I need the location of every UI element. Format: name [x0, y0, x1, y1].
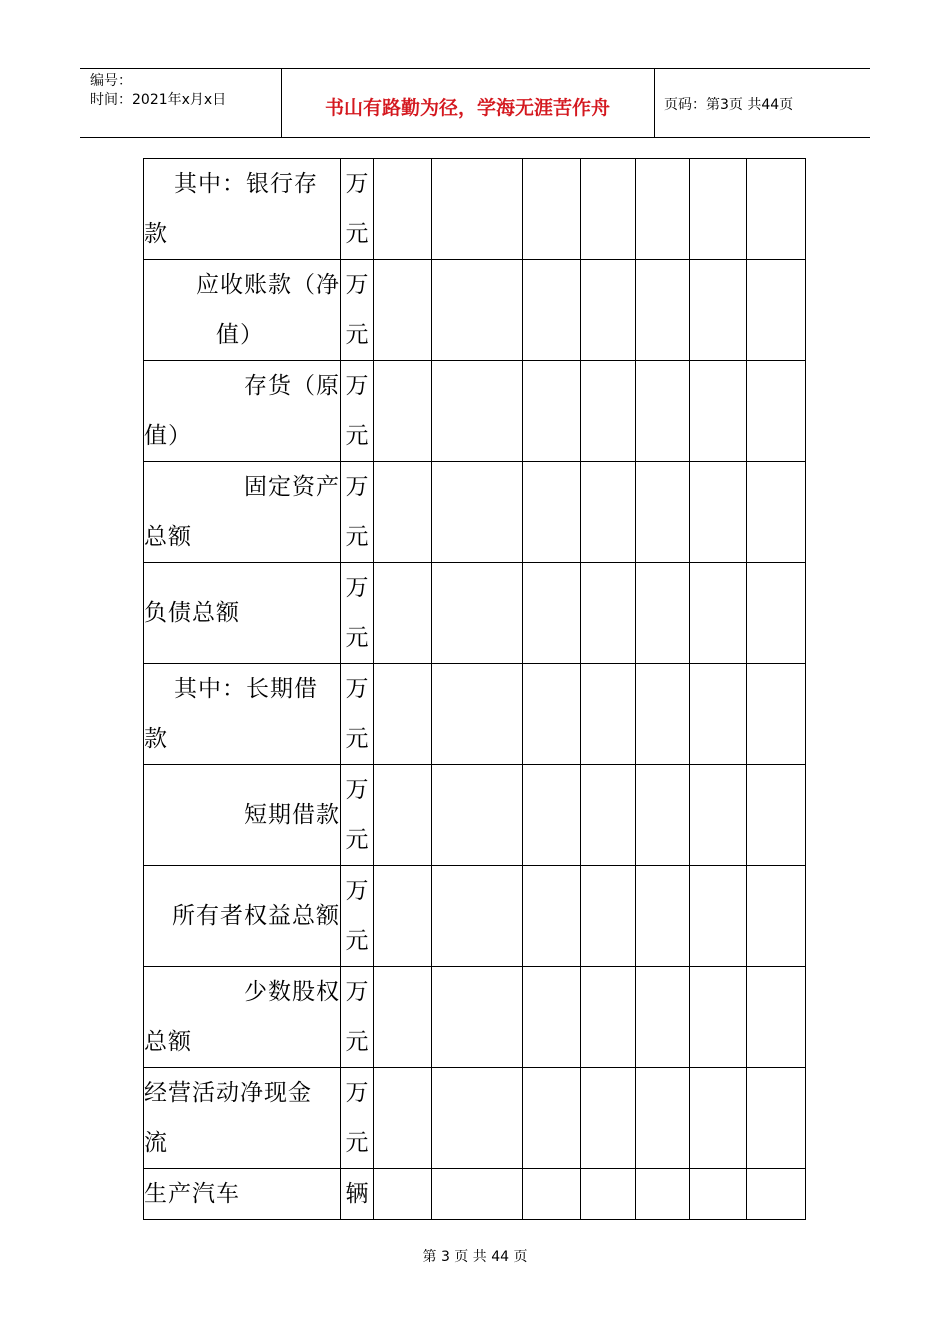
value-cell — [374, 361, 432, 462]
value-cell — [581, 1169, 636, 1220]
value-cell — [747, 462, 806, 563]
value-cell — [523, 563, 581, 664]
header-motto: 书山有路勤为径，学海无涯苦作舟 — [324, 97, 610, 119]
item-label-line1: 存货（原 — [244, 373, 340, 399]
value-cell — [747, 563, 806, 664]
value-cell — [747, 159, 806, 260]
value-cell — [636, 866, 690, 967]
document-date: 时间：2021年x月x日 — [90, 92, 227, 108]
value-cell — [636, 563, 690, 664]
value-cell — [432, 866, 523, 967]
value-cell — [690, 159, 747, 260]
unit-line2: 元 — [345, 423, 369, 449]
value-cell — [581, 967, 636, 1068]
table-row — [144, 260, 806, 361]
table-row — [144, 967, 806, 1068]
unit-cell — [341, 563, 374, 664]
value-cell — [374, 1068, 432, 1169]
item-cell — [144, 563, 341, 664]
value-cell — [432, 361, 523, 462]
value-cell — [636, 967, 690, 1068]
unit-line2: 元 — [345, 827, 369, 853]
value-cell — [636, 664, 690, 765]
value-cell — [636, 1068, 690, 1169]
item-label-line2: 款 — [144, 221, 168, 247]
value-cell — [747, 1068, 806, 1169]
table-row — [144, 664, 806, 765]
item-label: 所有者权益总额 — [172, 903, 340, 929]
value-cell — [432, 1169, 523, 1220]
value-cell — [747, 361, 806, 462]
item-label-line1: 固定资产 — [244, 474, 340, 500]
table-row — [144, 866, 806, 967]
value-cell — [747, 967, 806, 1068]
value-cell — [374, 563, 432, 664]
item-cell — [144, 260, 341, 361]
unit-line1: 万 — [345, 474, 369, 500]
item-cell — [144, 462, 341, 563]
item-label-line2: 值） — [144, 423, 192, 449]
value-cell — [581, 159, 636, 260]
table-row — [144, 1169, 806, 1220]
value-cell — [690, 1068, 747, 1169]
value-cell — [432, 260, 523, 361]
item-cell — [144, 1169, 341, 1220]
unit-cell — [341, 159, 374, 260]
header-divider — [654, 69, 655, 137]
value-cell — [374, 260, 432, 361]
unit-line1: 万 — [345, 878, 369, 904]
value-cell — [523, 967, 581, 1068]
value-cell — [374, 462, 432, 563]
table-row — [144, 462, 806, 563]
value-cell — [523, 866, 581, 967]
value-cell — [432, 159, 523, 260]
value-cell — [690, 866, 747, 967]
value-cell — [690, 563, 747, 664]
unit-line2: 元 — [345, 625, 369, 651]
value-cell — [636, 159, 690, 260]
value-cell — [581, 765, 636, 866]
item-cell — [144, 866, 341, 967]
item-cell — [144, 361, 341, 462]
item-cell — [144, 765, 341, 866]
page-footer: 第 3 页 共 44 页 — [422, 1249, 528, 1265]
unit-cell — [341, 1068, 374, 1169]
value-cell — [636, 1169, 690, 1220]
value-cell — [581, 664, 636, 765]
unit-line1: 万 — [345, 171, 369, 197]
value-cell — [523, 260, 581, 361]
value-cell — [523, 1169, 581, 1220]
unit-line2: 元 — [345, 221, 369, 247]
value-cell — [374, 765, 432, 866]
unit-line2: 元 — [345, 1029, 369, 1055]
header-page-number: 页码：第3页 共44页 — [664, 97, 794, 113]
item-label-line1: 其中：长期借 — [174, 676, 318, 702]
value-cell — [374, 664, 432, 765]
item-label: 生产汽车 — [144, 1181, 240, 1207]
value-cell — [636, 765, 690, 866]
value-cell — [523, 1068, 581, 1169]
unit-line2: 元 — [345, 726, 369, 752]
unit-line1: 万 — [345, 575, 369, 601]
value-cell — [690, 361, 747, 462]
table-row — [144, 563, 806, 664]
item-label: 短期借款 — [244, 802, 340, 828]
unit-line1: 万 — [345, 676, 369, 702]
unit-cell — [341, 462, 374, 563]
unit-line1: 万 — [345, 1080, 369, 1106]
value-cell — [581, 462, 636, 563]
value-cell — [523, 159, 581, 260]
unit-line2: 元 — [345, 322, 369, 348]
item-label-line1: 应收账款（净 — [196, 272, 340, 298]
value-cell — [374, 159, 432, 260]
unit-label: 辆 — [345, 1181, 369, 1207]
value-cell — [636, 361, 690, 462]
item-label: 负债总额 — [144, 600, 240, 626]
item-label-line1: 少数股权 — [244, 979, 340, 1005]
document-number: 编号： — [90, 73, 132, 89]
value-cell — [581, 1068, 636, 1169]
value-cell — [581, 866, 636, 967]
value-cell — [581, 361, 636, 462]
unit-cell — [341, 1169, 374, 1220]
value-cell — [432, 462, 523, 563]
table-row — [144, 361, 806, 462]
value-cell — [690, 967, 747, 1068]
item-label-line1: 经营活动净现金 — [144, 1080, 312, 1106]
unit-cell — [341, 260, 374, 361]
value-cell — [581, 563, 636, 664]
item-cell — [144, 159, 341, 260]
unit-cell — [341, 765, 374, 866]
value-cell — [432, 563, 523, 664]
unit-line2: 元 — [345, 524, 369, 550]
value-cell — [636, 260, 690, 361]
value-cell — [690, 765, 747, 866]
value-cell — [374, 1169, 432, 1220]
unit-line1: 万 — [345, 272, 369, 298]
unit-line1: 万 — [345, 777, 369, 803]
unit-line2: 元 — [345, 1130, 369, 1156]
value-cell — [747, 260, 806, 361]
item-label-line2: 总额 — [144, 1029, 192, 1055]
value-cell — [432, 664, 523, 765]
unit-line1: 万 — [345, 979, 369, 1005]
value-cell — [523, 361, 581, 462]
unit-line2: 元 — [345, 928, 369, 954]
value-cell — [747, 664, 806, 765]
value-cell — [374, 967, 432, 1068]
value-cell — [747, 1169, 806, 1220]
unit-cell — [341, 967, 374, 1068]
value-cell — [432, 765, 523, 866]
item-label-line1: 其中：银行存 — [174, 171, 318, 197]
item-cell — [144, 967, 341, 1068]
value-cell — [523, 462, 581, 563]
unit-cell — [341, 664, 374, 765]
value-cell — [636, 462, 690, 563]
value-cell — [690, 260, 747, 361]
item-label-line2: 值） — [216, 322, 264, 348]
item-label-line2: 款 — [144, 726, 168, 752]
item-label-line2: 流 — [144, 1130, 168, 1156]
item-label-line2: 总额 — [144, 524, 192, 550]
value-cell — [523, 765, 581, 866]
unit-cell — [341, 866, 374, 967]
value-cell — [374, 866, 432, 967]
table-row — [144, 765, 806, 866]
value-cell — [523, 664, 581, 765]
unit-line1: 万 — [345, 373, 369, 399]
item-cell — [144, 1068, 341, 1169]
value-cell — [690, 462, 747, 563]
unit-cell — [341, 361, 374, 462]
value-cell — [432, 967, 523, 1068]
value-cell — [690, 664, 747, 765]
value-cell — [581, 260, 636, 361]
table-row — [144, 1068, 806, 1169]
value-cell — [432, 1068, 523, 1169]
value-cell — [747, 866, 806, 967]
page-header — [80, 68, 870, 138]
item-cell — [144, 664, 341, 765]
value-cell — [747, 765, 806, 866]
table-row — [144, 159, 806, 260]
value-cell — [690, 1169, 747, 1220]
financial-data-table — [143, 158, 806, 1220]
